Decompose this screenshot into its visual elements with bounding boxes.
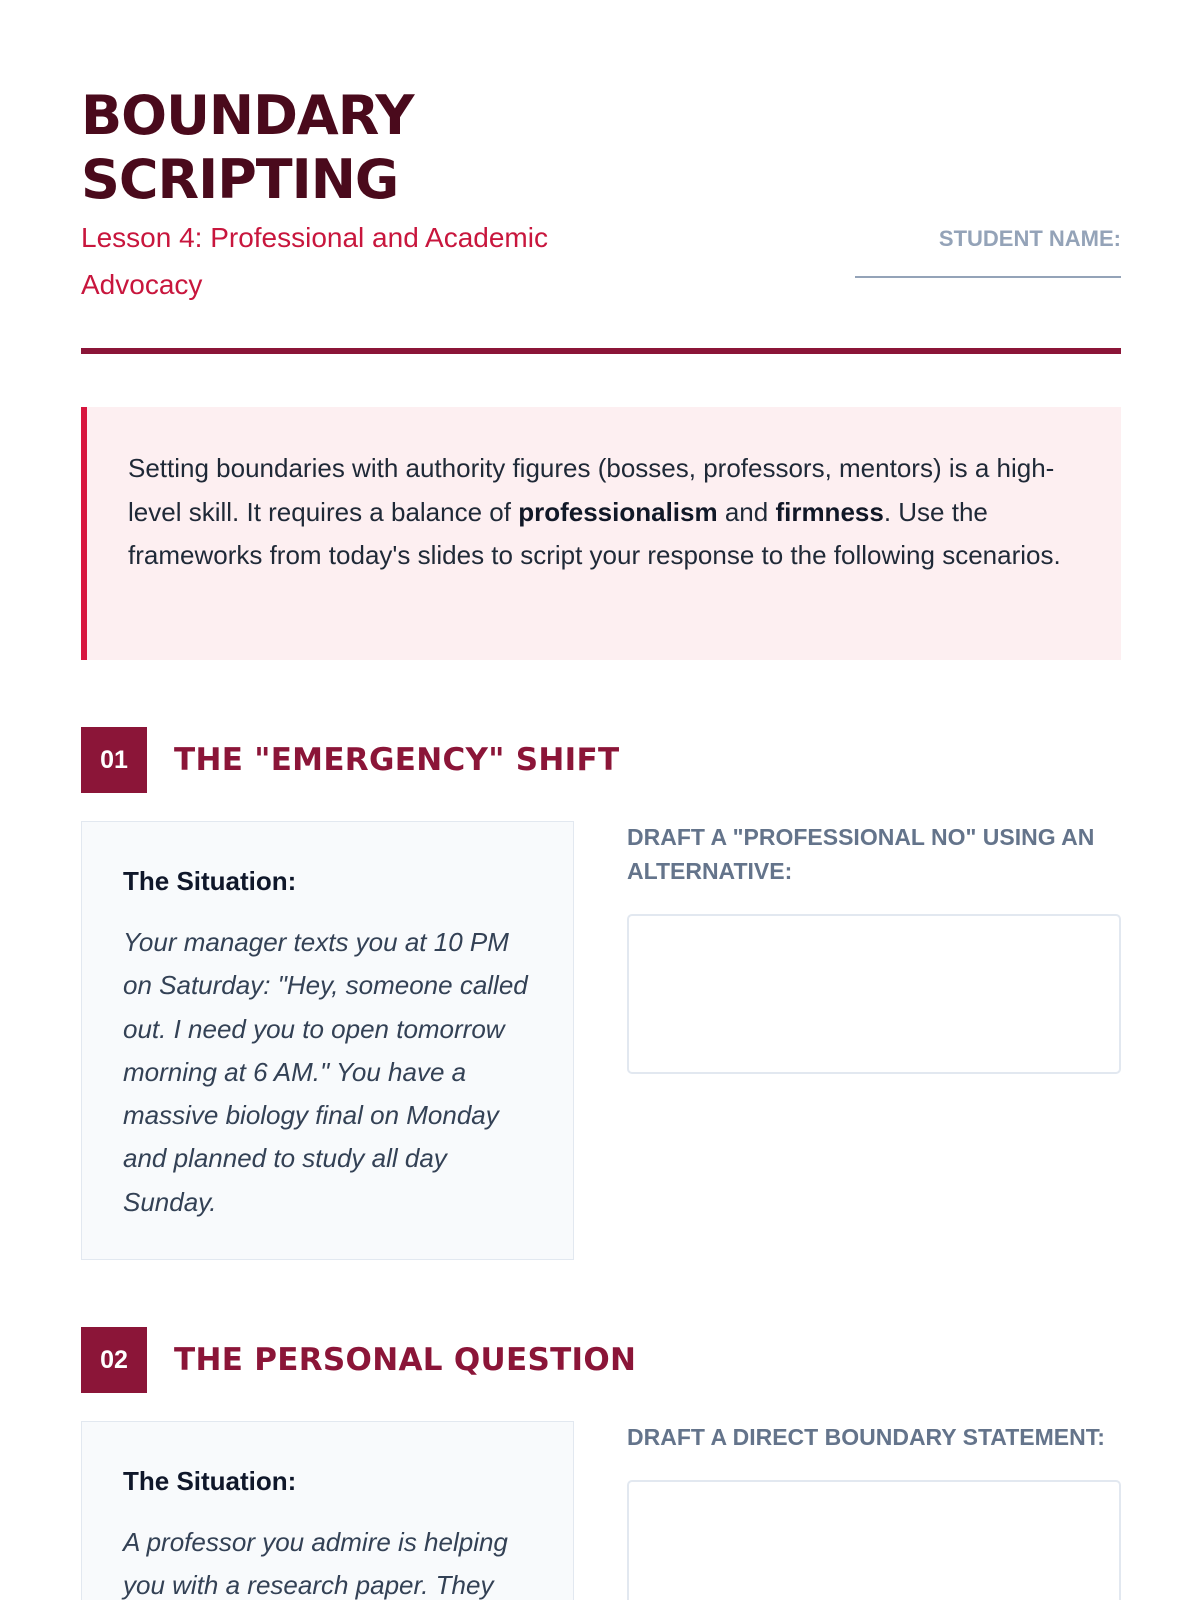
situation-card-01 — [81, 821, 574, 1260]
title-line-1: BOUNDARY — [81, 84, 414, 147]
title-line-2: SCRIPTING — [81, 148, 399, 211]
section-number-badge: 02 — [81, 1327, 147, 1393]
student-name-field[interactable] — [855, 226, 1121, 278]
section-number-badge: 01 — [81, 727, 147, 793]
page-title — [81, 84, 641, 212]
intro-bold-firmness: firmness — [775, 496, 884, 527]
lesson-subtitle: Lesson 4: Professional and Academic Advocacy — [81, 222, 548, 300]
answer-box-02[interactable] — [627, 1480, 1121, 1600]
situation-label: The Situation: — [123, 1466, 297, 1496]
section-header-01 — [81, 727, 619, 793]
section-title: THE PERSONAL QUESTION — [174, 1342, 637, 1378]
intro-text-3: . Use the frameworks from today's slides to script your response to the following scenarios. — [128, 496, 1061, 570]
situation-text: A professor you admire is helping you with a research paper. They — [123, 1527, 508, 1600]
section-header-02 — [81, 1327, 636, 1393]
situation-text: Your manager texts you at 10 PM on Saturday: "Hey, someone called out. I need you to open tomorrow morning at 6 AM." You have a massive biology final on Monday and planned to study all day Sunday. — [123, 927, 528, 1217]
answer-box-01[interactable] — [627, 914, 1121, 1074]
section-title: THE "EMERGENCY" SHIFT — [174, 742, 620, 778]
situation-card-02 — [81, 1421, 574, 1600]
intro-text-2: and — [717, 496, 776, 527]
intro-callout — [81, 407, 1121, 660]
intro-bold-professionalism: professionalism — [518, 496, 718, 527]
draft-label-02: DRAFT A DIRECT BOUNDARY STATEMENT: — [627, 1424, 1105, 1450]
situation-label: The Situation: — [123, 866, 297, 896]
header-divider — [81, 348, 1121, 354]
student-name-label: STUDENT NAME: — [938, 226, 1121, 251]
intro-text-1: Setting boundaries with authority figures (bosses, professors, mentors) is a high-level skill. It requires a balance of — [128, 453, 1055, 527]
draft-label-01: DRAFT A "PROFESSIONAL NO" USING AN ALTERNATIVE: — [627, 824, 1095, 884]
